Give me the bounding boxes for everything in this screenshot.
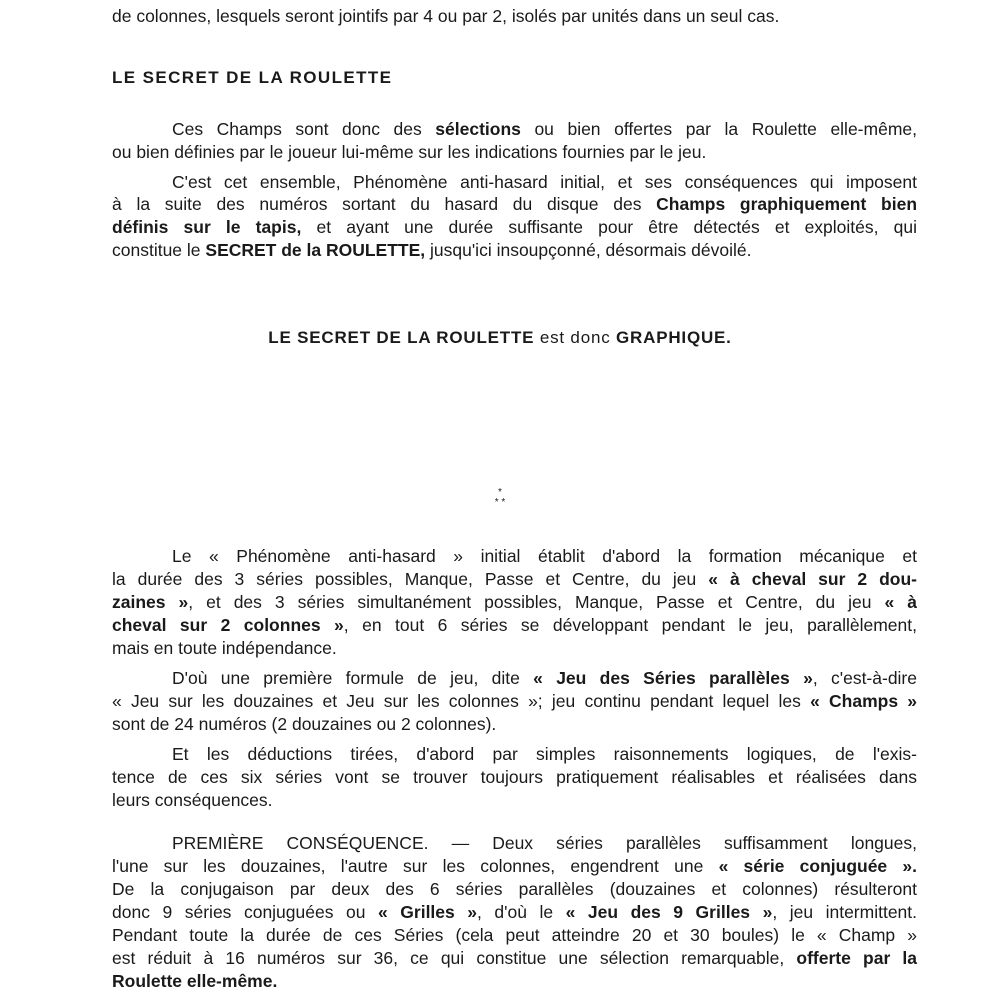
asterism-divider [0,488,1000,508]
paragraph-6-line-6: est réduit à 16 numéros sur 36, ce qui constitue une sélection remarquable, offerte par la [112,948,918,968]
paragraph-3-line-1: Le « Phénomène anti-hasard » initial établit d'abord la formation mécanique et [172,546,917,566]
section-heading: LE SECRET DE LA ROULETTE [112,68,393,87]
paragraph-1-line-1: Ces Champs sont donc des sélections ou bien offertes par la Roulette elle-même, [172,119,917,139]
paragraph-5-line-2: tence de ces six séries vont se trouver toujours pratiquement réalisables et réalisées dans [112,767,917,787]
paragraph-6-line-5: Pendant toute la durée de ces Séries (cela peut atteindre 20 et 30 boules) le « Champ » [112,925,917,945]
paragraph-3-line-5: mais en toute indépendance. [112,638,337,658]
paragraph-1-line-2: ou bien définies par le joueur lui-même sur les indications fournies par le jeu. [112,142,707,162]
paragraph-2-line-2: à la suite des numéros sortant du hasard du disque des Champs graphiquement bien [112,194,918,214]
paragraph-5-line-3: leurs conséquences. [112,790,273,810]
centered-statement: LE SECRET DE LA ROULETTE est donc GRAPHIQUE. [268,328,732,347]
asterism-bottom: * * [494,497,506,508]
paragraph-2-line-1: C'est cet ensemble, Phénomène anti-hasard initial, et ses conséquences qui imposent [172,172,917,192]
paragraph-2-line-4: constitue le SECRET de la ROULETTE, jusqu'ici insoupçonné, désormais dévoilé. [112,240,752,260]
paragraph-2-line-3: définis sur le tapis, et ayant une durée suffisante pour être détectés et exploités, qui [112,217,917,237]
paragraph-6-line-3: De la conjugaison par deux des 6 séries parallèles (douzaines et colonnes) résulteront [112,879,917,899]
paragraph-6-line-7: Roulette elle-même. [112,971,278,991]
paragraph-4-line-3: sont de 24 numéros (2 douzaines ou 2 colonnes). [112,714,497,734]
paragraph-3-line-3: zaines », et des 3 séries simultanément possibles, Manque, Passe et Centre, du jeu « à [112,592,917,612]
paragraph-3-line-4: cheval sur 2 colonnes », en tout 6 séries se développant pendant le jeu, parallèlement, [112,615,917,635]
asterism-top: * [498,487,502,498]
paragraph-6-line-2: l'une sur les douzaines, l'autre sur les colonnes, engendrent une « série conjuguée ». [112,856,917,876]
paragraph-3-line-2: la durée des 3 séries possibles, Manque, Passe et Centre, du jeu « à cheval sur 2 dou- [112,569,918,589]
paragraph-6-line-4: donc 9 séries conjuguées ou « Grilles », d'où le « Jeu des 9 Grilles », jeu intermittent. [112,902,918,922]
paragraph-6-line-1: PREMIÈRE CONSÉQUENCE. — Deux séries parallèles suffisamment longues, [172,833,917,853]
paragraph-4-line-1: D'où une première formule de jeu, dite « Jeu des Séries parallèles », c'est-à-dire [172,668,917,688]
top-fragment-line: de colonnes, lesquels seront jointifs par 4 ou par 2, isolés par unités dans un seul cas. [112,6,780,26]
paragraph-4-line-2: « Jeu sur les douzaines et Jeu sur les colonnes »; jeu continu pendant lequel les « Champs » [112,691,917,711]
paragraph-5-line-1: Et les déductions tirées, d'abord par simples raisonnements logiques, de l'exis- [172,744,917,764]
